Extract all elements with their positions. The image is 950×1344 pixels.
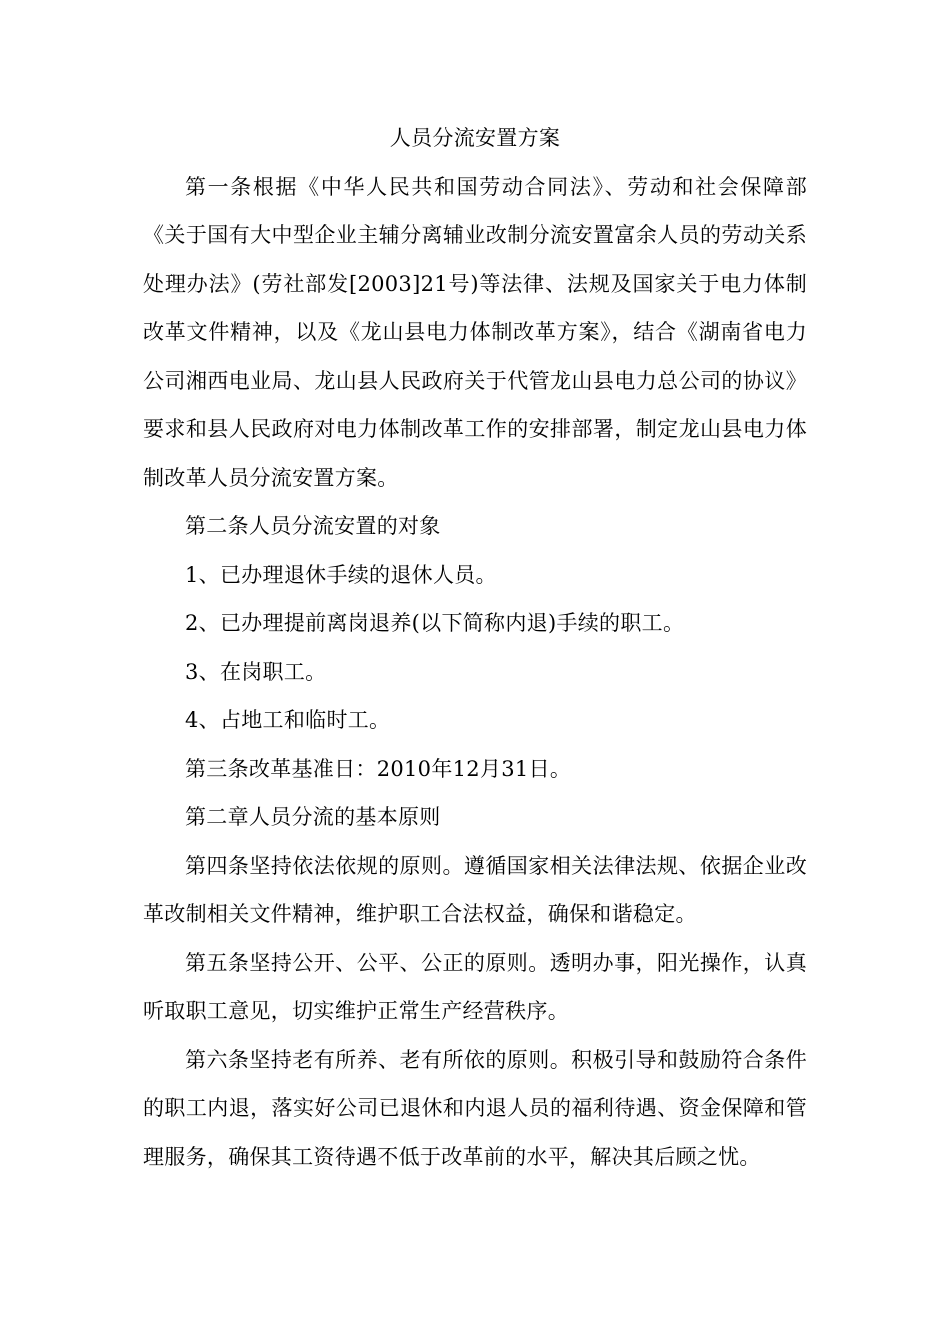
- document-body: [143, 114, 807, 1181]
- list-item-retired: 1、已办理退休手续的退休人员。: [185, 562, 497, 587]
- paragraph-article-2: 第二条人员分流安置的对象: [185, 514, 441, 538]
- paragraph-article-3: 第三条改革基准日：2010年12月31日。: [185, 756, 572, 781]
- paragraph-article-6: 第六条坚持老有所养、老有所依的原则。积极引导和鼓励符合条件的职工内退，落实好公司已退休和内退人员的福利待遇、资金保障和管理服务，确保其工资待遇不低于改革前的水平，解决其后顾之忧。: [143, 1047, 807, 1169]
- list-item-on-duty: 3、在岗职工。: [185, 659, 327, 684]
- list-item-early-retired: 2、已办理提前离岗退养(以下简称内退)手续的职工。: [185, 611, 685, 635]
- document-title: 人员分流安置方案: [389, 126, 561, 150]
- paragraph-article-5: 第五条坚持公开、公平、公正的原则。透明办事，阳光操作，认真听取职工意见，切实维护正常生产经营秩序。: [143, 950, 807, 1023]
- paragraph-article-4: 第四条坚持依法依规的原则。遵循国家相关法律法规、依据企业改革改制相关文件精神，维护职工合法权益，确保和谐稳定。: [143, 853, 807, 926]
- paragraph-article-1: 第一条根据《中华人民共和国劳动合同法》、劳动和社会保障部《关于国有大中型企业主辅分离辅业改制分流安置富余人员的劳动关系处理办法》(劳社部发[2003]21号)等法律、法规及国家关于电力体制改革文件精神，以及《龙山县电力体制改革方案》，结合《湖南省电力公司湘西电业局、龙山县人民政府关于代管龙山县电力总公司的协议》要求和县人民政府对电力体制改革工作的安排部署，制定龙山县电力体制改革人员分流安置方案。: [143, 174, 807, 490]
- chapter-heading-2: 第二章人员分流的基本原则: [185, 805, 441, 829]
- list-item-temporary: 4、占地工和临时工。: [185, 708, 391, 732]
